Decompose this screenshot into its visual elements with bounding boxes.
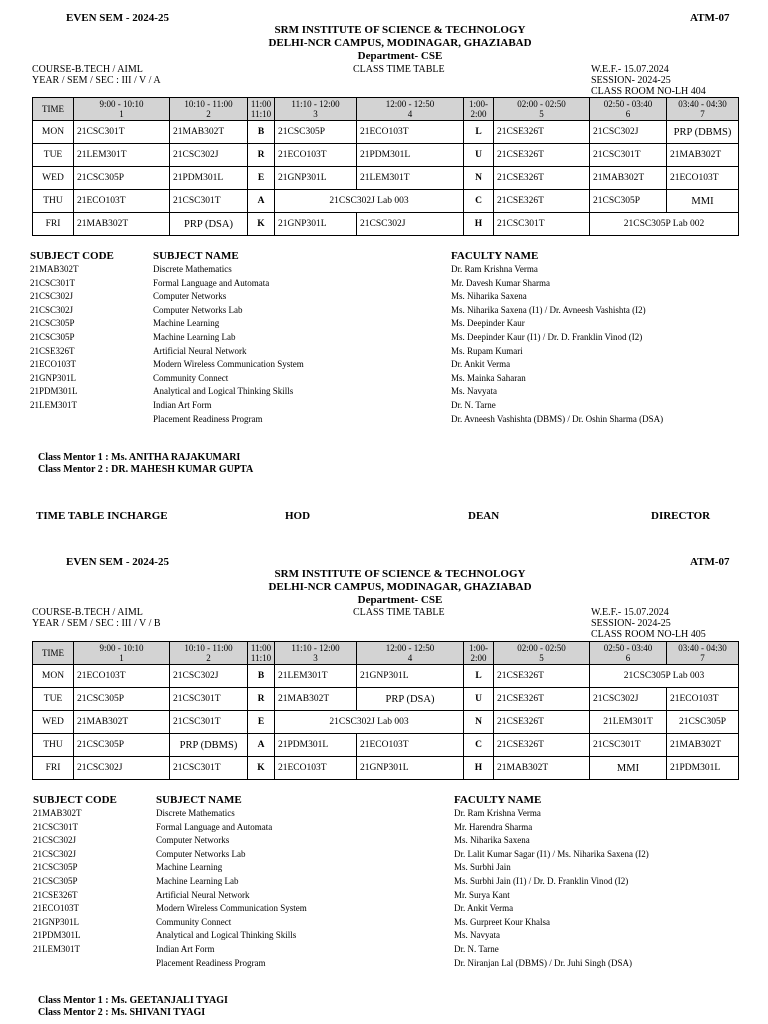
list-item: Community Connect	[153, 372, 229, 383]
period-cell: 21PDM301L	[275, 734, 357, 757]
list-item: Computer Networks	[153, 291, 227, 302]
period-7-header: 03:40 - 04:30 7	[667, 642, 739, 665]
list-item: Indian Art Form	[156, 943, 215, 954]
list-item: 21CSC305P	[33, 875, 78, 886]
faculty-column	[451, 250, 663, 426]
table-row	[33, 757, 739, 780]
list-item: Artificial Neural Network	[153, 345, 247, 356]
period-cell: 21ECO103T	[667, 688, 739, 711]
list-item: Placement Readiness Program	[153, 413, 263, 424]
period-cell: 21CSC305P	[74, 688, 170, 711]
department: Department- CSE	[357, 594, 443, 606]
list-item: 21CSC302J	[30, 304, 74, 315]
period-cell: 21CSC302J	[590, 688, 667, 711]
period-cell: PRP (DBMS)	[667, 121, 739, 144]
list-item: Discrete Mathematics	[156, 808, 235, 818]
course: COURSE-B.TECH / AIML	[32, 607, 143, 618]
sig-director: DIRECTOR	[651, 510, 711, 522]
day-cell: WED	[33, 711, 74, 734]
period-cell: 21MAB302T	[494, 757, 590, 780]
table-row	[33, 167, 739, 190]
period-cell: 21CSE326T	[494, 121, 590, 144]
list-item: 21CSC302J	[30, 291, 74, 302]
list-item: Ms. Surbhi Jain (I1) / Dr. D. Franklin Vinod (I2)	[454, 875, 629, 886]
period-5-header: 02:00 - 02:50 5	[494, 98, 590, 121]
list-item: Dr. Ankit Verma	[454, 903, 514, 914]
list-item: Ms. Rupam Kumari	[451, 345, 523, 356]
subject-code-heading: SUBJECT CODE	[33, 794, 117, 806]
period-2-header: 10:10 - 11:00 2	[170, 642, 248, 665]
day-cell: FRI	[33, 757, 74, 780]
list-item: Ms. Mainka Saharan	[451, 372, 526, 383]
list-item: Computer Networks Lab	[153, 304, 243, 315]
period-cell: 21GNP301L	[357, 757, 464, 780]
list-item: Ms. Deepinder Kaur	[451, 318, 525, 329]
period-cell: 21GNP301L	[275, 167, 357, 190]
day-cell: WED	[33, 167, 74, 190]
table-row	[33, 734, 739, 757]
list-item: Computer Networks Lab	[156, 848, 246, 859]
list-item: Placement Readiness Program	[156, 957, 266, 968]
period-6-header: 02:50 - 03:40 6	[590, 642, 667, 665]
day-cell: TUE	[33, 144, 74, 167]
table-row	[33, 711, 739, 734]
list-item: Indian Art Form	[153, 399, 212, 410]
list-item: Machine Learning Lab	[153, 331, 236, 342]
period-cell: 21CSE326T	[494, 734, 590, 757]
faculty-column	[454, 794, 649, 970]
period-cell: 21CSC302J	[170, 144, 248, 167]
class-time-table-label: CLASS TIME TABLE	[353, 607, 445, 618]
time-header: TIME	[33, 98, 74, 121]
atm-code: ATM-07	[690, 12, 730, 24]
time-header: TIME	[33, 642, 74, 665]
list-item: Community Connect	[156, 916, 232, 927]
day-cell: MON	[33, 121, 74, 144]
period-cell: 21CSC302J	[590, 121, 667, 144]
break-cell: R	[248, 688, 275, 711]
period-cell: 21CSC305P	[74, 167, 170, 190]
period-cell: 21PDM301L	[170, 167, 248, 190]
institute-name: SRM INSTITUTE OF SCIENCE & TECHNOLOGY	[274, 568, 526, 580]
list-item: 21CSE326T	[30, 345, 75, 356]
period-cell: 21ECO103T	[667, 167, 739, 190]
lunch-cell: N	[464, 711, 494, 734]
period-cell: 21PDM301L	[667, 757, 739, 780]
lunch-cell: U	[464, 688, 494, 711]
list-item: Mr. Harendra Sharma	[454, 821, 533, 832]
header-row	[33, 98, 739, 121]
list-item: Modern Wireless Communication System	[153, 359, 304, 370]
day-cell: FRI	[33, 213, 74, 236]
break-header: 11:00 11:10	[248, 642, 275, 665]
period-cell: 21MAB302T	[667, 734, 739, 757]
list-item: 21CSC301T	[33, 821, 79, 832]
class-mentor-1: Class Mentor 1 : Ms. GEETANJALI TYAGI	[38, 995, 228, 1006]
break-cell: K	[248, 757, 275, 780]
period-cell: 21CSC301T	[170, 688, 248, 711]
session: SESSION- 2024-25	[591, 75, 671, 86]
class-mentor-2: Class Mentor 2 : Ms. SHIVANI TYAGI	[38, 1007, 206, 1018]
list-item: 21GNP301L	[30, 372, 77, 383]
list-item: Machine Learning	[153, 318, 220, 329]
list-item: Ms. Gurpreet Kour Khalsa	[454, 916, 550, 927]
period-cell: 21MAB302T	[74, 213, 170, 236]
period-cell: 21CSC301T	[170, 190, 248, 213]
list-item: Mr. Surya Kant	[454, 889, 510, 900]
period-5-header: 02:00 - 02:50 5	[494, 642, 590, 665]
period-cell: 21CSC305P	[275, 121, 357, 144]
list-item: 21ECO103T	[30, 359, 76, 370]
list-item: Dr. Ram Krishna Verma	[454, 808, 541, 818]
period-cell: 21GNP301L	[275, 213, 357, 236]
table-row	[33, 144, 739, 167]
atm-code: ATM-07	[690, 556, 730, 568]
lunch-cell: C	[464, 734, 494, 757]
period-cell: MMI	[667, 190, 739, 213]
list-item: 21ECO103T	[33, 903, 79, 914]
list-item: Mr. Davesh Kumar Sharma	[451, 277, 550, 288]
period-3-header: 11:10 - 12:00 3	[275, 642, 357, 665]
lab-cell: 21CSC302J Lab 003	[275, 711, 464, 734]
course: COURSE-B.TECH / AIML	[32, 64, 143, 75]
period-cell: 21MAB302T	[667, 144, 739, 167]
period-cell: 21ECO103T	[74, 665, 170, 688]
day-cell: THU	[33, 734, 74, 757]
list-item: Machine Learning Lab	[156, 875, 239, 886]
list-item: Dr. Avneesh Vashishta (DBMS) / Dr. Oshin Sharma (DSA)	[451, 413, 664, 424]
subject-code-column	[33, 794, 117, 957]
campus-name: DELHI-NCR CAMPUS, MODINAGAR, GHAZIABAD	[268, 37, 532, 49]
break-cell: A	[248, 190, 275, 213]
list-item: Analytical and Logical Thinking Skills	[156, 930, 297, 941]
period-1-header: 9:00 - 10:10 1	[74, 642, 170, 665]
lunch-cell: U	[464, 144, 494, 167]
period-cell: PRP (DBMS)	[170, 734, 248, 757]
period-3-header: 11:10 - 12:00 3	[275, 98, 357, 121]
list-item: Computer Networks	[156, 835, 230, 846]
period-cell: 21ECO103T	[357, 121, 464, 144]
institute-name: SRM INSTITUTE OF SCIENCE & TECHNOLOGY	[274, 24, 526, 36]
period-cell: 21ECO103T	[275, 144, 357, 167]
lunch-cell: H	[464, 213, 494, 236]
lab-cell: 21CSC302J Lab 003	[275, 190, 464, 213]
list-item: 21CSC301T	[30, 277, 76, 288]
subject-name-heading: SUBJECT NAME	[156, 794, 242, 806]
period-cell: 21LEM301T	[74, 144, 170, 167]
period-cell: PRP (DSA)	[170, 213, 248, 236]
period-cell: 21LEM301T	[275, 665, 357, 688]
wef-date: W.E.F.- 15.07.2024	[591, 607, 669, 618]
lunch-cell: L	[464, 121, 494, 144]
list-item: Modern Wireless Communication System	[156, 903, 307, 914]
period-cell: 21MAB302T	[74, 711, 170, 734]
sig-dean: DEAN	[468, 510, 500, 522]
break-cell: K	[248, 213, 275, 236]
period-cell: 21CSC301T	[590, 734, 667, 757]
lab-cell: 21CSC305P Lab 003	[590, 665, 739, 688]
sem-label: EVEN SEM - 2024-25	[66, 12, 169, 24]
period-cell: 21CSC301T	[590, 144, 667, 167]
period-7-header: 03:40 - 04:30 7	[667, 98, 739, 121]
day-cell: MON	[33, 665, 74, 688]
break-cell: E	[248, 167, 275, 190]
sig-hod: HOD	[285, 510, 311, 522]
period-2-header: 10:10 - 11:00 2	[170, 98, 248, 121]
list-item: 21CSC302J	[33, 848, 77, 859]
subject-name-column	[153, 250, 304, 426]
table-row	[33, 121, 739, 144]
period-cell: 21CSE326T	[494, 190, 590, 213]
list-item: 21LEM301T	[33, 943, 80, 954]
timetable-grid	[32, 641, 739, 780]
break-cell: A	[248, 734, 275, 757]
period-cell: 21MAB302T	[275, 688, 357, 711]
lunch-header: 1:00- 2:00	[464, 98, 494, 121]
period-cell: 21CSC302J	[170, 665, 248, 688]
list-item: Ms. Niharika Saxena	[454, 835, 530, 846]
list-item: 21CSE326T	[33, 889, 78, 900]
list-item: Formal Language and Automata	[153, 277, 270, 288]
period-cell: 21CSC301T	[74, 121, 170, 144]
list-item: Ms. Niharika Saxena	[451, 291, 527, 302]
period-cell: 21CSC302J	[74, 757, 170, 780]
lunch-cell: N	[464, 167, 494, 190]
period-6-header: 02:50 - 03:40 6	[590, 98, 667, 121]
list-item: Dr. N. Tarne	[454, 943, 499, 954]
timetable-grid	[32, 97, 739, 236]
period-cell: 21CSC301T	[494, 213, 590, 236]
break-header: 11:00 11:10	[248, 98, 275, 121]
period-cell: MMI	[590, 757, 667, 780]
year-sem-sec: YEAR / SEM / SEC : III / V / A	[32, 75, 161, 86]
list-item: 21PDM301L	[33, 930, 81, 941]
year-sem-sec: YEAR / SEM / SEC : III / V / B	[32, 618, 161, 629]
period-cell: 21CSC305P	[590, 190, 667, 213]
subject-code-heading: SUBJECT CODE	[30, 250, 114, 262]
list-item: Discrete Mathematics	[153, 264, 232, 274]
break-cell: B	[248, 665, 275, 688]
period-1-header: 9:00 - 10:10 1	[74, 98, 170, 121]
period-cell: 21MAB302T	[590, 167, 667, 190]
period-cell: 21CSC305P	[74, 734, 170, 757]
period-cell: 21MAB302T	[170, 121, 248, 144]
list-item: 21CSC305P	[33, 862, 78, 873]
period-cell: 21LEM301T	[357, 167, 464, 190]
list-item: Dr. N. Tarne	[451, 399, 496, 410]
period-cell: 21CSE326T	[494, 144, 590, 167]
subject-name-heading: SUBJECT NAME	[153, 250, 239, 262]
period-cell: 21PDM301L	[357, 144, 464, 167]
timetable-sheet-b	[0, 544, 768, 1024]
period-cell: 21LEM301T	[590, 711, 667, 734]
table-row	[33, 190, 739, 213]
lab-cell: 21CSC305P Lab 002	[590, 213, 739, 236]
period-cell: 21CSC302J	[357, 213, 464, 236]
period-cell: 21ECO103T	[74, 190, 170, 213]
list-item: Dr. Lalit Kumar Sagar (I1) / Ms. Niharika Saxena (I2)	[454, 848, 649, 859]
faculty-heading: FACULTY NAME	[451, 250, 539, 262]
class-time-table-label: CLASS TIME TABLE	[353, 64, 445, 75]
list-item: Ms. Deepinder Kaur (I1) / Dr. D. Franklin Vinod (I2)	[451, 331, 643, 342]
lunch-header: 1:00- 2:00	[464, 642, 494, 665]
class-mentor-2: Class Mentor 2 : DR. MAHESH KUMAR GUPTA	[38, 464, 254, 475]
class-mentor-1: Class Mentor 1 : Ms. ANITHA RAJAKUMARI	[38, 452, 241, 463]
list-item: Dr. Ankit Verma	[451, 359, 511, 370]
wef-date: W.E.F.- 15.07.2024	[591, 64, 669, 75]
sig-time-table-incharge: TIME TABLE INCHARGE	[36, 510, 168, 522]
period-4-header: 12:00 - 12:50 4	[357, 642, 464, 665]
period-cell: 21CSC301T	[170, 711, 248, 734]
list-item: Formal Language and Automata	[156, 821, 273, 832]
list-item: Machine Learning	[156, 862, 223, 873]
break-cell: R	[248, 144, 275, 167]
list-item: Dr. Ram Krishna Verma	[451, 264, 538, 274]
break-cell: B	[248, 121, 275, 144]
day-cell: TUE	[33, 688, 74, 711]
period-cell: PRP (DSA)	[357, 688, 464, 711]
class-room: CLASS ROOM NO-LH 405	[591, 629, 706, 640]
period-cell: 21CSE326T	[494, 688, 590, 711]
header-row	[33, 642, 739, 665]
period-cell: 21CSC301T	[170, 757, 248, 780]
class-room: CLASS ROOM NO-LH 404	[591, 86, 706, 97]
table-row	[33, 688, 739, 711]
list-item: Ms. Navyata	[451, 386, 497, 397]
table-row	[33, 665, 739, 688]
faculty-heading: FACULTY NAME	[454, 794, 542, 806]
list-item: 21GNP301L	[33, 916, 80, 927]
list-item: 21CSC302J	[33, 835, 77, 846]
list-item: 21MAB302T	[33, 808, 82, 818]
period-cell: 21CSE326T	[494, 167, 590, 190]
period-cell: 21ECO103T	[275, 757, 357, 780]
list-item: 21CSC305P	[30, 318, 75, 329]
list-item: Ms. Surbhi Jain	[454, 862, 511, 873]
list-item: Analytical and Logical Thinking Skills	[153, 386, 294, 397]
lunch-cell: L	[464, 665, 494, 688]
table-row	[33, 213, 739, 236]
list-item: 21MAB302T	[30, 264, 79, 274]
list-item: 21CSC305P	[30, 331, 75, 342]
list-item: 21LEM301T	[30, 399, 77, 410]
campus-name: DELHI-NCR CAMPUS, MODINAGAR, GHAZIABAD	[268, 581, 532, 593]
lunch-cell: C	[464, 190, 494, 213]
day-cell: THU	[33, 190, 74, 213]
subject-code-column	[30, 250, 114, 413]
list-item: Ms. Niharika Saxena (I1) / Dr. Avneesh Vashishta (I2)	[451, 304, 646, 315]
list-item: 21PDM301L	[30, 386, 78, 397]
session: SESSION- 2024-25	[591, 618, 671, 629]
list-item: Artificial Neural Network	[156, 889, 250, 900]
period-cell: 21CSE326T	[494, 711, 590, 734]
list-item: Dr. Niranjan Lal (DBMS) / Dr. Juhi Singh (DSA)	[454, 957, 632, 968]
period-cell: 21ECO103T	[357, 734, 464, 757]
list-item: Ms. Navyata	[454, 930, 500, 941]
lunch-cell: H	[464, 757, 494, 780]
period-cell: 21CSC305P	[667, 711, 739, 734]
period-cell: 21CSE326T	[494, 665, 590, 688]
period-cell: 21GNP301L	[357, 665, 464, 688]
sem-label: EVEN SEM - 2024-25	[66, 556, 169, 568]
period-4-header: 12:00 - 12:50 4	[357, 98, 464, 121]
subject-name-column	[156, 794, 307, 970]
break-cell: E	[248, 711, 275, 734]
department: Department- CSE	[357, 50, 443, 62]
